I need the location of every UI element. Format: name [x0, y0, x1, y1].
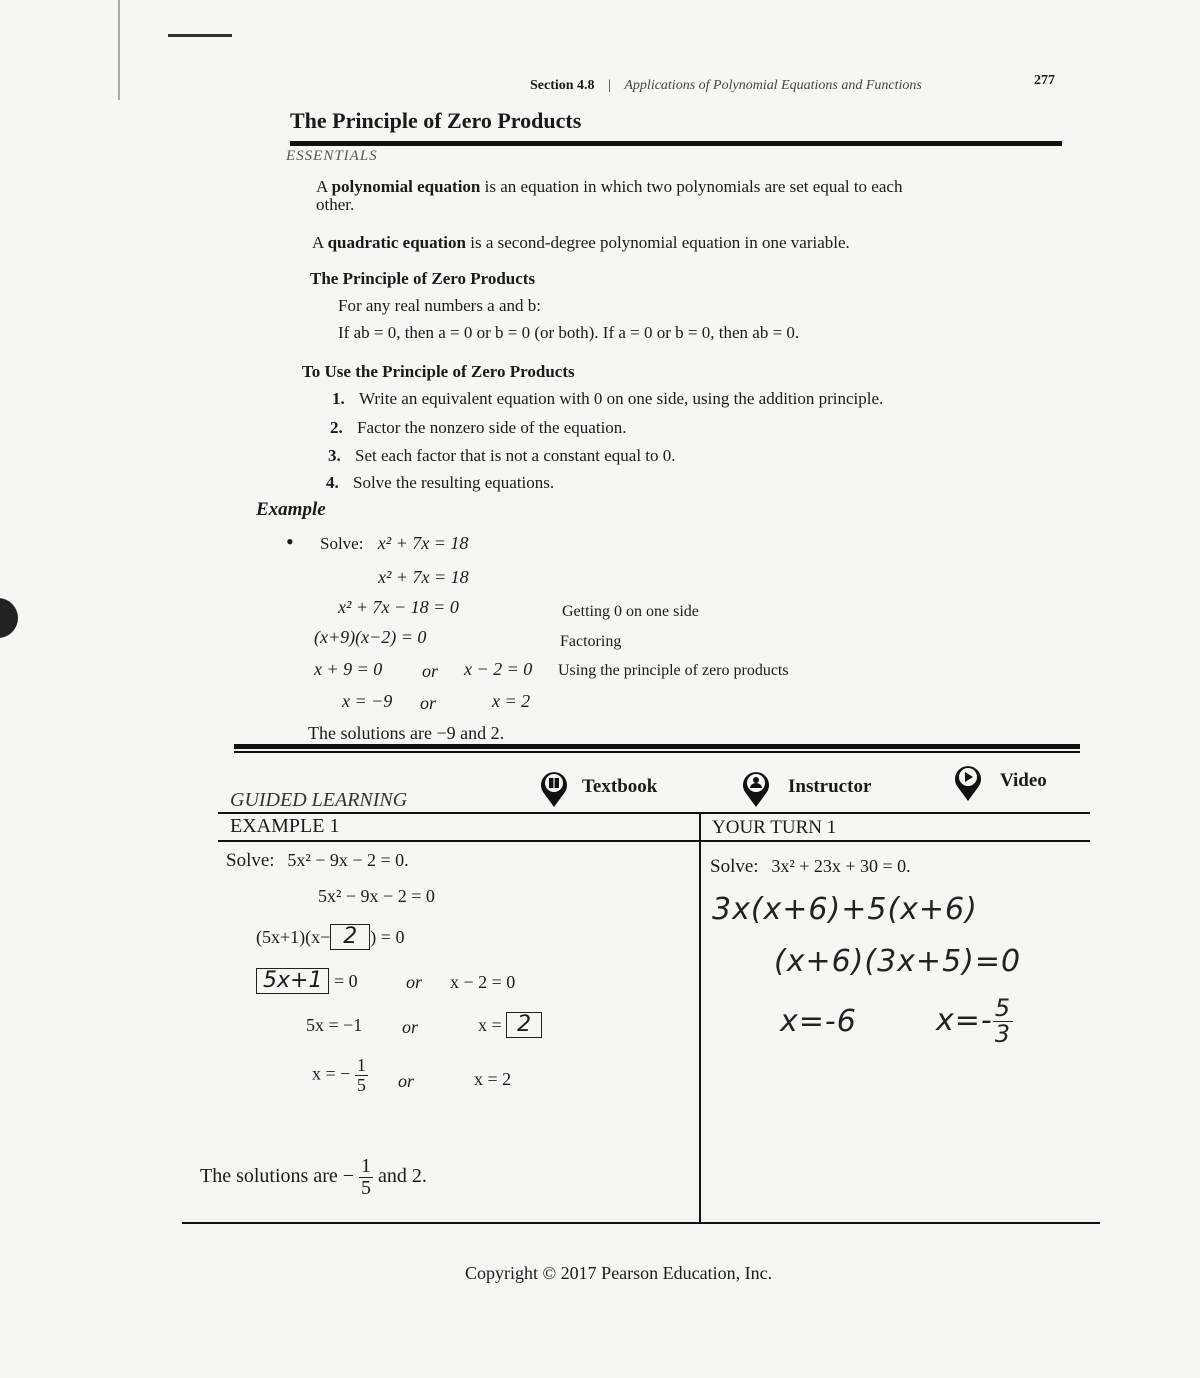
quad-rest: is a second-degree polynomial equation in one variable. [470, 233, 850, 252]
ex1-answer-box-1: 2 [330, 924, 370, 950]
ex1-conclusion-pre: The solutions are − [200, 1165, 355, 1188]
scan-dash-mark [168, 34, 232, 37]
example-bullet: • [286, 529, 294, 554]
essentials-label: ESSENTIALS [286, 148, 378, 164]
procedure-step [326, 473, 554, 493]
fraction-numerator: 1 [361, 1155, 372, 1177]
person-pin-icon[interactable] [740, 768, 772, 808]
binder-hole-mark [0, 598, 18, 638]
example-step-5-right: x = 2 [492, 691, 531, 711]
ex1-answer-box-3: 2 [506, 1012, 542, 1038]
guided-top-rule [218, 812, 1090, 814]
example-step-4-or: or [422, 661, 439, 681]
turn1-problem: 3x² + 23x + 30 = 0. [771, 856, 911, 876]
solve-label: Solve: [710, 856, 759, 877]
principle-line-1: For any real numbers a and b: [338, 296, 541, 315]
title-rule [290, 141, 1062, 146]
example-conclusion: The solutions are −9 and 2. [308, 723, 505, 743]
solve-label: Solve: [226, 850, 275, 871]
section-rule-thin [234, 751, 1080, 753]
guided-bottom-rule [182, 1222, 1100, 1224]
ex1-line-1: 5x² − 9x − 2 = 0 [318, 886, 435, 906]
ex1-solve [226, 850, 409, 872]
principle-line-2: If ab = 0, then a = 0 or b = 0 (or both). If a = 0 or b = 0, then ab = 0. [338, 323, 800, 342]
example-note-2: Getting 0 on one side [562, 603, 699, 620]
example-step-4-right: x − 2 = 0 [464, 659, 533, 679]
fraction-numerator: 5 [994, 994, 1011, 1022]
fraction-numerator: 1 [356, 1055, 366, 1075]
procedure-heading: To Use the Principle of Zero Products [302, 362, 575, 381]
ex1-line2-post: ) = 0 [370, 927, 405, 947]
your-turn-1-header: YOUR TURN 1 [712, 817, 837, 838]
solve-label: Solve: [320, 534, 364, 553]
page-number: 277 [1034, 73, 1055, 88]
header-divider: | [608, 78, 611, 93]
procedure-step [328, 446, 676, 466]
running-header [530, 78, 922, 94]
hand-fraction [993, 996, 1013, 1047]
quadratic-definition [312, 233, 850, 253]
example-1-header: EXAMPLE 1 [230, 815, 340, 837]
step-text: Set each factor that is not a constant equal to 0. [355, 446, 676, 465]
quad-term: quadratic equation [327, 233, 466, 252]
step-number: 3. [328, 446, 341, 465]
example-step-5-left: x = −9 [342, 691, 393, 711]
example-step-2: x² + 7x − 18 = 0 [338, 597, 459, 617]
poly-rest: is an equation in which two polynomials are set equal to each [484, 177, 903, 196]
step-number: 1. [332, 389, 345, 408]
quad-lead: A [312, 233, 324, 252]
procedure-step [330, 418, 627, 438]
fraction-denominator: 5 [361, 1177, 372, 1199]
poly-lead: A [316, 177, 328, 196]
ex1-line4-left: 5x = −1 [306, 1015, 363, 1035]
hand-solution-pre: x=- [936, 1003, 993, 1039]
poly-term: polynomial equation [331, 177, 481, 196]
guided-learning-label: GUIDED LEARNING [230, 789, 408, 811]
polynomial-definition-cont: other. [316, 195, 355, 214]
page-title: The Principle of Zero Products [290, 108, 582, 133]
step-number: 2. [330, 418, 343, 437]
handwritten-solution-2 [936, 996, 1013, 1047]
ex1-answer-box-2: 5x+1 [256, 968, 329, 994]
ex1-line3-right: x − 2 = 0 [450, 972, 516, 992]
ex1-line3-eq: = 0 [333, 971, 358, 991]
procedure-step [332, 389, 883, 409]
ex1-line5-right: x = 2 [474, 1069, 512, 1089]
example-step-1: x² + 7x = 18 [378, 567, 469, 587]
column-divider [699, 813, 701, 1223]
ex1-line4-right-pre: x = [478, 1015, 502, 1035]
play-pin-icon[interactable] [952, 762, 984, 802]
example-solve [320, 533, 468, 554]
ex1-line5-or: or [398, 1071, 415, 1091]
ex1-line2-pre: (5x+1)(x− [256, 927, 331, 947]
handwritten-step-1: 3x(x+6)+5(x+6) [712, 892, 978, 927]
ex1-conclusion-fraction [359, 1156, 373, 1199]
polynomial-definition [316, 177, 902, 197]
ex1-line-2 [256, 924, 404, 950]
example-label: Example [256, 499, 326, 520]
ex1-line5-pre: x = − [312, 1063, 351, 1084]
step-text: Write an equivalent equation with 0 on one side, using the addition principle. [359, 389, 884, 408]
example-step-3: (x+9)(x−2) = 0 [314, 627, 427, 647]
chapter-title: Applications of Polynomial Equations and Functions [624, 78, 922, 93]
ex1-line-3 [256, 968, 358, 994]
ex1-line4-or: or [402, 1017, 419, 1037]
textbook-label[interactable]: Textbook [582, 776, 658, 797]
video-label[interactable]: Video [1000, 770, 1047, 791]
step-text: Solve the resulting equations. [353, 473, 555, 492]
book-pin-icon[interactable] [538, 768, 570, 808]
scan-edge-line [118, 0, 120, 100]
turn1-solve [710, 856, 911, 878]
section-number: Section 4.8 [530, 78, 595, 93]
ex1-line4-right [478, 1012, 542, 1038]
handwritten-solution-1: x=-6 [780, 1004, 857, 1039]
step-text: Factor the nonzero side of the equation. [357, 418, 627, 437]
example-step-5-or: or [420, 693, 437, 713]
handwritten-step-2: (x+6)(3x+5)=0 [774, 944, 1022, 979]
ex1-conclusion [200, 1156, 427, 1199]
fraction-denominator: 5 [356, 1074, 366, 1095]
step-number: 4. [326, 473, 339, 492]
ex1-conclusion-post: and 2. [378, 1165, 427, 1188]
ex1-line3-or: or [406, 972, 423, 992]
guided-header-rule [218, 840, 1090, 842]
principle-heading: The Principle of Zero Products [310, 269, 536, 288]
example-step-4-left: x + 9 = 0 [314, 659, 383, 679]
ex1-line5-left [312, 1056, 368, 1095]
ex1-line5-fraction [355, 1056, 368, 1095]
fraction-denominator: 3 [994, 1020, 1011, 1049]
example-problem: x² + 7x = 18 [377, 533, 469, 553]
instructor-label[interactable]: Instructor [788, 776, 872, 797]
copyright-notice: Copyright © 2017 Pearson Education, Inc. [465, 1263, 773, 1283]
example-note-3: Factoring [560, 633, 622, 650]
example-note-4: Using the principle of zero products [558, 662, 789, 679]
ex1-problem: 5x² − 9x − 2 = 0. [287, 850, 409, 870]
section-rule [234, 744, 1080, 749]
